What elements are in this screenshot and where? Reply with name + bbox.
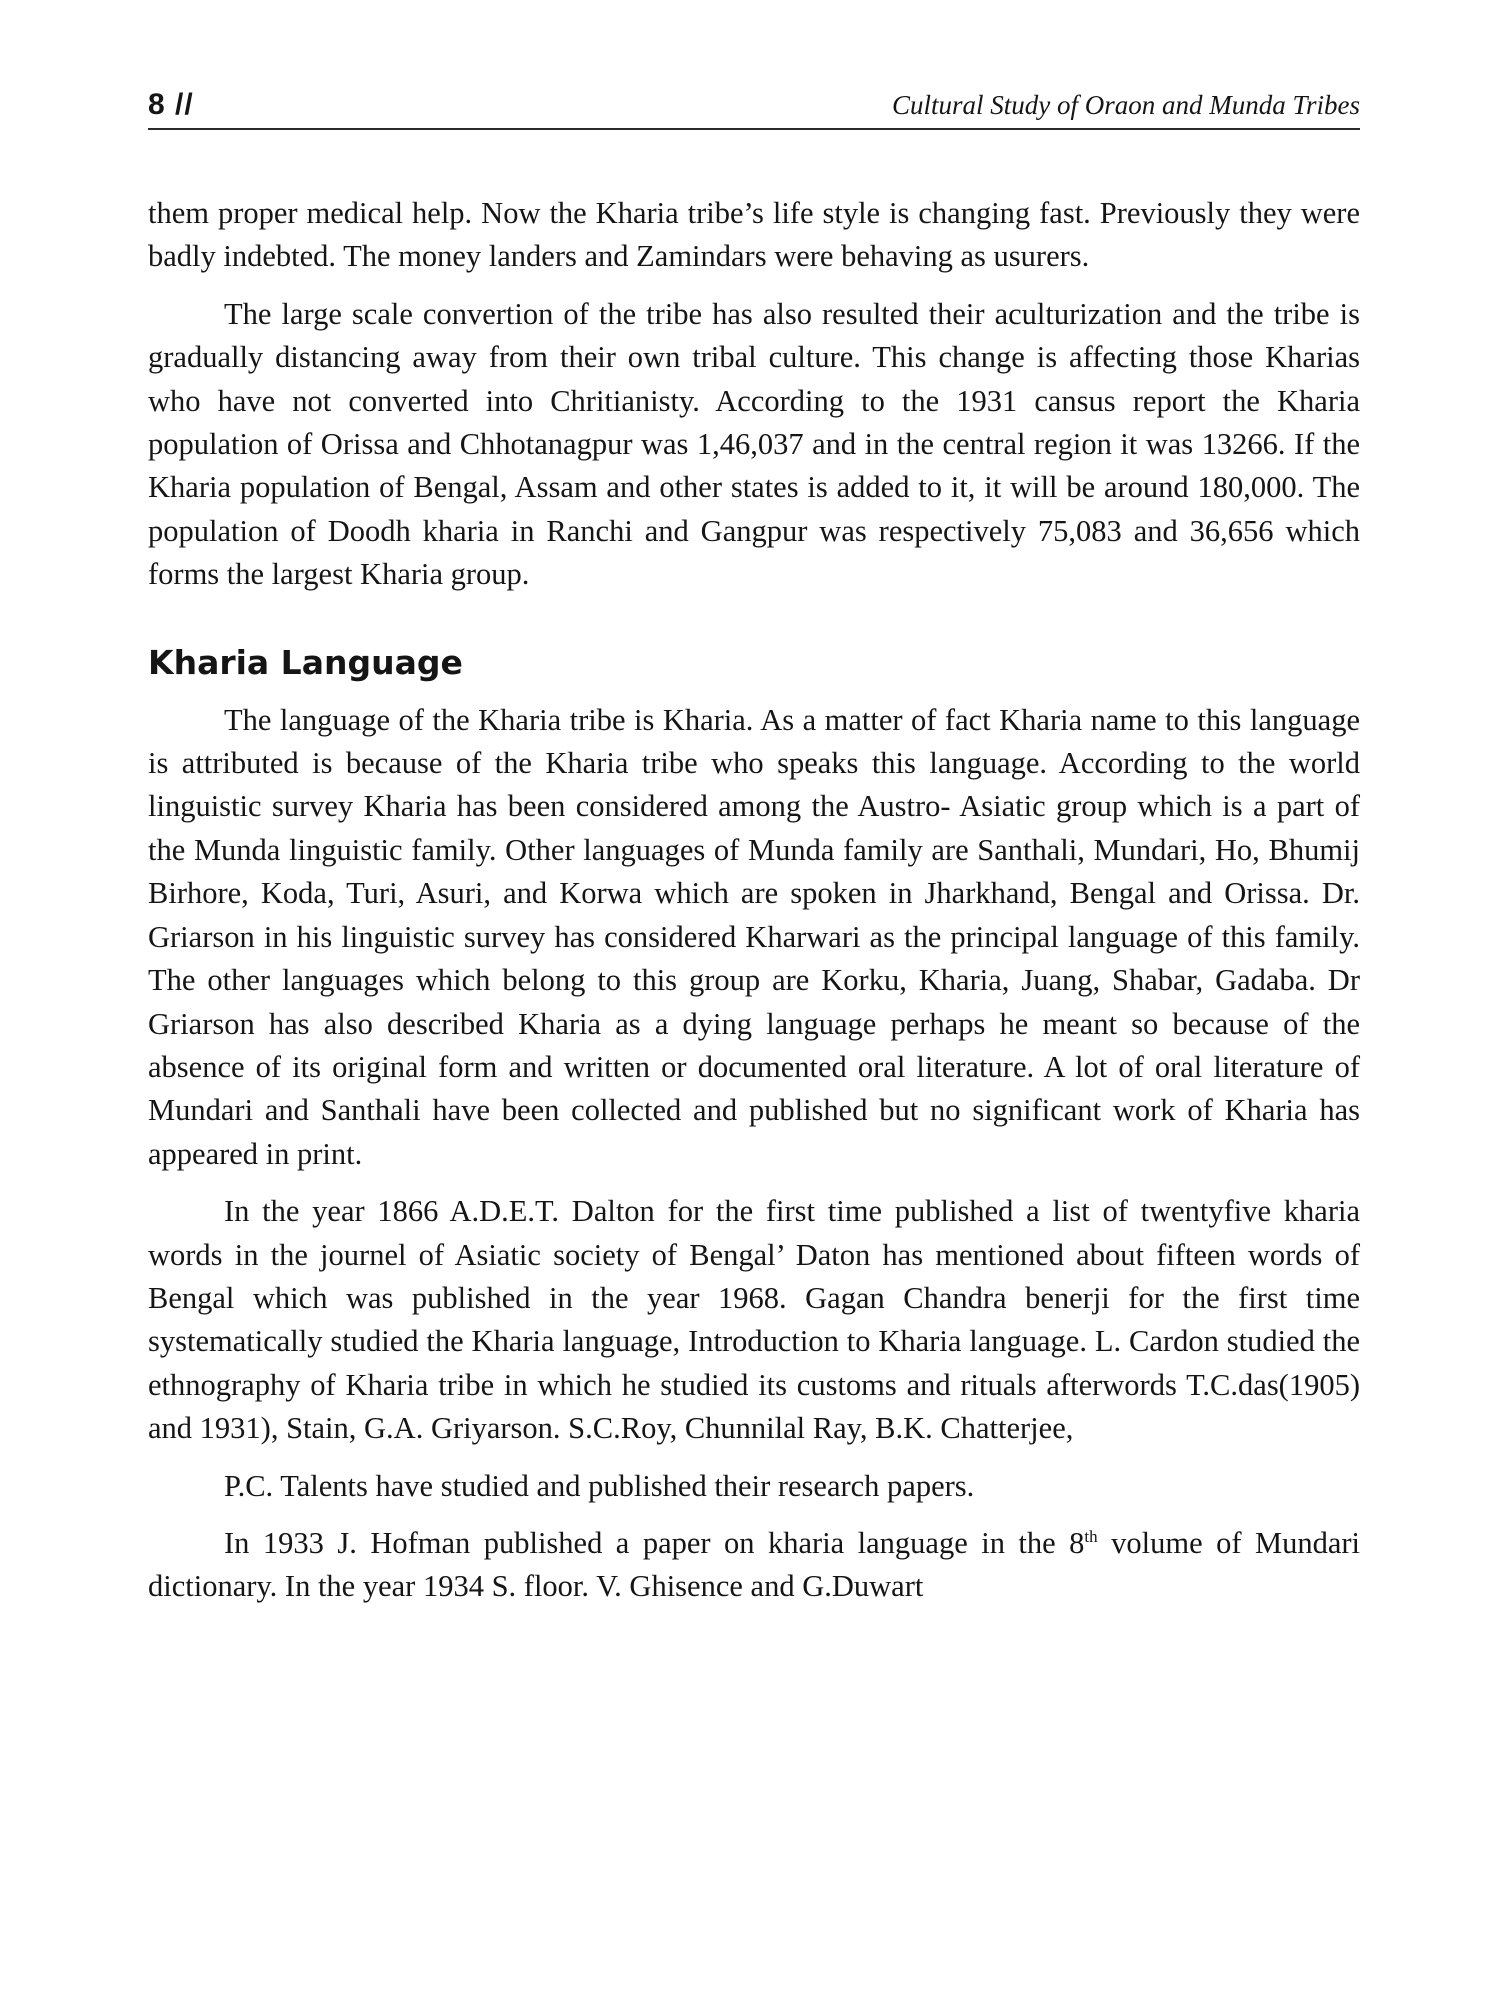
- page-number: 8 //: [148, 88, 194, 121]
- paragraph-6-text-a: In 1933 J. Hofman published a paper on kharia language in the 8: [224, 1525, 1085, 1560]
- body-text: [148, 192, 1360, 1609]
- running-title: Cultural Study of Oraon and Munda Tribes: [891, 90, 1360, 120]
- paragraph-1: them proper medical help. Now the Kharia tribe’s life style is changing fast. Previously they were badly indebted. The money landers and Zamindars were behaving as usurers.: [148, 196, 1360, 274]
- paragraph-4: In the year 1866 A.D.E.T. Dalton for the first time published a list of twentyfive kharia words in the journel of Asiatic society of Bengal’ Daton has mentioned about fifteen words of Bengal which was published in the year 1968. Gagan Chandra benerji for the first time systematically studied the Kharia language, Introduction to Kharia language. L. Cardon studied the ethnography of Kharia tribe in which he studied its customs and rituals afterwords T.C.das(1905) and 1931), Stain, G.A. Griyarson. S.C.Roy, Chunnilal Ray, B.K. Chatterjee,: [148, 1194, 1360, 1446]
- paragraph-6-text-b: volume of Mundari dictionary. In the year 1934 S. floor. V. Ghisence and G.Duwart: [148, 1525, 1361, 1604]
- section-heading: Kharia Language: [148, 642, 463, 682]
- paragraph-6: [148, 1522, 1360, 1609]
- ordinal-superscript: th: [1084, 1526, 1098, 1546]
- paragraph-5: P.C. Talents have studied and published their research papers.: [224, 1468, 975, 1503]
- paragraph-2: The large scale convertion of the tribe has also resulted their aculturization and the tribe is gradually distancing away from their own tribal culture. This change is affecting those Kharias who have not converted into Chritianisty. According to the 1931 cansus report the Kharia population of Orissa and Chhotanagpur was 1,46,037 and in the central region it was 13266. If the Kharia population of Bengal, Assam and other states is added to it, it will be around 180,000. The population of Doodh kharia in Ranchi and Gangpur was respectively 75,083 and 36,656 which forms the largest Kharia group.: [148, 296, 1360, 592]
- paragraph-3: The language of the Kharia tribe is Kharia. As a matter of fact Kharia name to this language is attributed is because of the Kharia tribe who speaks this language. According to the world linguistic survey Kharia has been considered among the Austro- Asiatic group which is a part of the Munda linguistic family. Other languages of Munda family are Santhali, Mundari, Ho, Bhumij Birhore, Koda, Turi, Asuri, and Korwa which are spoken in Jharkhand, Bengal and Orissa. Dr. Griarson in his linguistic survey has considered Kharwari as the principal language of this family. The other languages which belong to this group are Korku, Kharia, Juang, Shabar, Gadaba. Dr Griarson has also described Kharia as a dying language perhaps he meant so because of the absence of its original form and written or documented oral literature. A lot of oral literature of Mundari and Santhali have been collected and published but no significant work of Kharia has appeared in print.: [148, 702, 1360, 1171]
- page-header: [148, 84, 1360, 130]
